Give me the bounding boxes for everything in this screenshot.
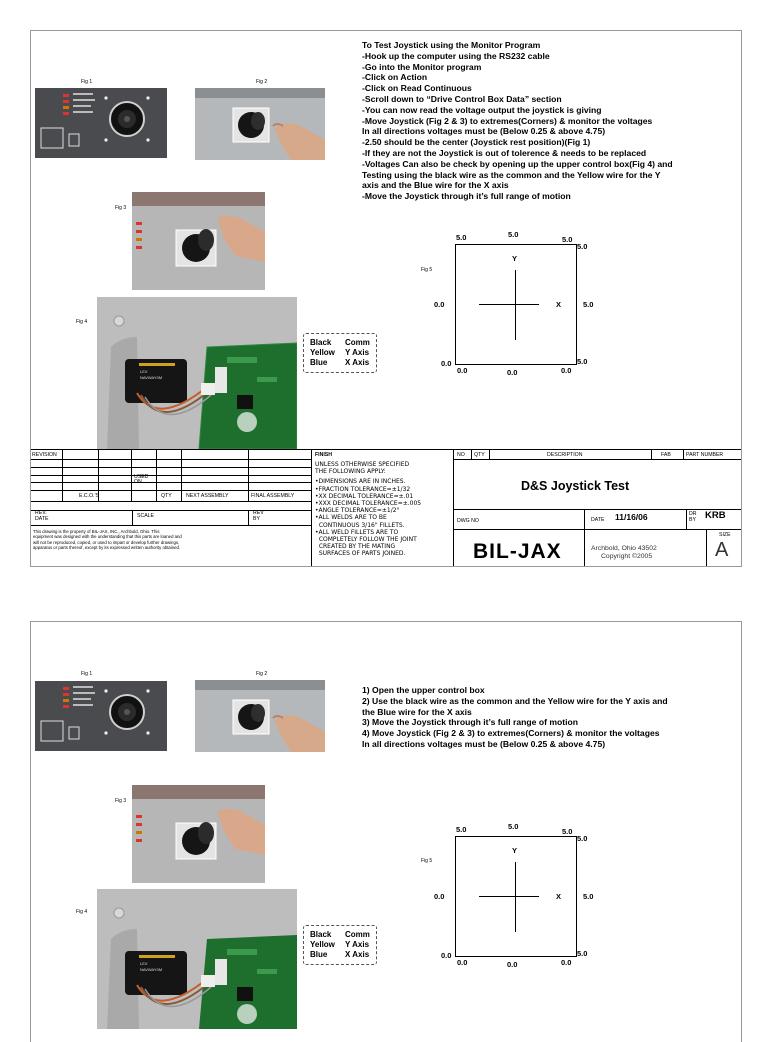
board-label-1: LEX <box>140 961 148 966</box>
sheet-size: A <box>715 539 729 561</box>
joystick-pressed-image <box>195 88 325 160</box>
fig2-caption: Fig 2 <box>256 671 268 677</box>
tolerance-notes <box>315 461 421 558</box>
note-line: CREATED BY THE MATING <box>315 543 396 551</box>
joystick-panel-center-image <box>35 681 167 751</box>
fig1-caption: Fig 1 <box>81 671 93 677</box>
fig4-photo <box>97 889 297 1029</box>
instruction-line: 4) Move Joystick (Fig 2 & 3) to extremes(Corners) & monitor the voltages <box>362 728 660 739</box>
x-axis-line <box>479 896 539 897</box>
label-top-right: 5.0 <box>562 235 573 244</box>
legend-row <box>310 358 370 368</box>
note-line: SURFACES OF PARTS JOINED. <box>315 550 406 558</box>
instruction-line: -Hook up the computer using the RS232 cable <box>362 50 550 61</box>
legend-color: Black <box>310 338 332 347</box>
legend-color: Blue <box>310 950 328 959</box>
instruction-line: -You can now read the voltage output the joystick is giving <box>362 104 602 115</box>
fig4-caption: Fig 4 <box>76 319 88 325</box>
instruction-line: -If they are not the Joystick is out of tolerence & needs to be replaced <box>362 147 647 158</box>
y-axis-label: Y <box>512 254 518 263</box>
wire-color-legend <box>303 333 377 373</box>
legend-row <box>310 940 370 950</box>
y-axis-line <box>515 862 516 932</box>
no-label: NO <box>457 452 465 458</box>
joystick-pressed-image <box>195 680 325 752</box>
instruction-line: 2) Use the black wire as the common and the Yellow wire for the Y axis and <box>362 695 668 706</box>
label-right-middle: 5.0 <box>583 300 594 309</box>
y-axis-label: Y <box>512 846 518 855</box>
legend-signal: Comm <box>345 930 370 939</box>
note-line: •ALL WELDS ARE TO BE <box>315 514 387 522</box>
instruction-line: -Go into the Monitor program <box>362 61 482 72</box>
label-top-left: 5.0 <box>456 825 467 834</box>
note-line: •ALL WELD FILLETS ARE TO <box>315 528 399 536</box>
note-line: COMPLETELY FOLLOW THE JOINT <box>315 536 417 544</box>
note-line: •DIMENSIONS ARE IN INCHES. <box>315 478 406 486</box>
note-line: •XXX DECIMAL TOLERANCE=±.005 <box>315 500 422 508</box>
dr-by-label: DR BY <box>689 511 697 523</box>
x-axis-label: X <box>556 892 562 901</box>
instructions-list <box>362 685 668 750</box>
joystick-pressed-corner-image <box>132 192 265 290</box>
finish-label: FINISH <box>315 452 333 458</box>
instruction-line: -Move the Joystick through it’s full range of motion <box>362 191 571 202</box>
fig1-caption: Fig 1 <box>81 79 93 85</box>
company-address: Archbold, Ohio 43502 <box>591 545 657 552</box>
instruction-line: In all directions voltages must be (Below 0.25 & above 4.75) <box>362 126 606 137</box>
label-right-bottom: 5.0 <box>577 949 588 958</box>
bil-jax-logo: BIL-JAX <box>473 540 562 563</box>
fig3-caption: Fig 3 <box>115 798 127 804</box>
description-label: DESCRIPTION <box>547 452 583 458</box>
note-line: •FRACTION TOLERANCE=±1/32 <box>315 485 411 493</box>
label-bottom-center: 0.0 <box>507 368 518 377</box>
drawing-sheet-2 <box>30 621 742 1042</box>
instruction-line: Testing using the black wire as the common and the Yellow wire for the Y <box>362 169 661 180</box>
note-line: THE FOLLOWING APPLY: <box>315 468 386 476</box>
instruction-line: -2.50 should be the center (Joystick rest position)(Fig 1) <box>362 137 591 148</box>
instruction-line: -Click on Read Continuous <box>362 83 472 94</box>
legend-color: Yellow <box>310 940 335 949</box>
joystick-pressed-corner-image <box>132 785 265 883</box>
x-axis-label: X <box>556 300 562 309</box>
drawn-by: KRB <box>705 510 726 521</box>
legend-color: Black <box>310 930 332 939</box>
label-bottom-center: 0.0 <box>507 960 518 969</box>
legend-signal: Y Axis <box>345 348 370 357</box>
note-line: •ANGLE TOLERANCE=±1/2° <box>315 507 400 515</box>
legend-signal: X Axis <box>345 950 370 959</box>
rev-date-label: REV. DATE <box>35 510 49 522</box>
note-line: •XX DECIMAL TOLERANCE=±.01 <box>315 492 414 500</box>
joystick-panel-center-image <box>35 88 167 158</box>
board-label-2: NAVWAY0M <box>140 375 163 380</box>
drawing-date: 11/16/06 <box>615 512 648 522</box>
label-right-top: 5.0 <box>577 242 588 251</box>
fig5-caption: Fig 5 <box>421 858 433 864</box>
legend-signal: Y Axis <box>345 940 370 949</box>
fig1-photo <box>35 681 167 751</box>
next-assembly-label: NEXT ASSEMBLY <box>186 493 229 499</box>
proprietary-line: This drawing is the property of BIL-JAX, INC., Archbold, Ohio. This <box>33 529 160 534</box>
legend-row <box>310 338 370 348</box>
label-left-middle: 0.0 <box>434 300 445 309</box>
legend-color: Blue <box>310 358 328 367</box>
label-top-center: 5.0 <box>508 230 519 239</box>
instruction-line: To Test Joystick using the Monitor Program <box>362 40 541 50</box>
board-label-2: NAVWAY0M <box>140 967 163 972</box>
rev-by-label: REV BY <box>253 510 264 522</box>
control-box-interior-image <box>97 297 297 449</box>
ecos-label: E.C.O.'S <box>79 493 100 499</box>
title-block <box>31 449 741 567</box>
revision-label: REVISION <box>32 452 57 458</box>
legend-row <box>310 950 370 960</box>
instruction-line: 3) Move the Joystick through it’s full range of motion <box>362 717 578 728</box>
fig3-photo <box>132 785 265 883</box>
fig4-photo <box>97 297 297 449</box>
fig1-photo <box>35 88 167 158</box>
label-right-middle: 5.0 <box>583 892 594 901</box>
label-right-top: 5.0 <box>577 834 588 843</box>
date-label: DATE <box>591 517 605 523</box>
label-bottom-left: 0.0 <box>441 359 452 368</box>
fig4-caption: Fig 4 <box>76 909 88 915</box>
scale-label: SCALE <box>137 513 155 519</box>
board-label-1: LEX <box>140 369 148 374</box>
used-on-label: USED ON <box>134 474 149 485</box>
label-right-bottom: 5.0 <box>577 357 588 366</box>
qty2-label: QTY <box>474 452 485 458</box>
instruction-line: -Voltages Can also be check by opening up the upper control box(Fig 4) and <box>362 158 673 169</box>
fig5-caption: Fig 5 <box>421 267 433 273</box>
legend-signal: X Axis <box>345 358 370 367</box>
instruction-line: the Blue wire for the X axis <box>362 706 472 717</box>
instruction-line: -Scroll down to “Drive Control Box Data” section <box>362 93 562 104</box>
instruction-line: 1) Open the upper control box <box>362 685 485 695</box>
wire-color-legend <box>303 925 377 965</box>
label-bottom-left-inner: 0.0 <box>457 366 468 375</box>
note-line: UNLESS OTHERWISE SPECIFIED <box>315 461 410 468</box>
label-bottom-left: 0.0 <box>441 951 452 960</box>
drawing-sheet-1 <box>30 30 742 567</box>
fab-label: FAB <box>661 452 671 458</box>
label-left-middle: 0.0 <box>434 892 445 901</box>
fig3-photo <box>132 192 265 290</box>
fig2-photo <box>195 88 325 160</box>
dwg-no-label: DWG NO <box>457 518 479 524</box>
instructions-list <box>362 40 673 202</box>
size-label: SIZE <box>719 532 731 538</box>
legend-color: Yellow <box>310 348 335 357</box>
fig3-caption: Fig 3 <box>115 205 127 211</box>
joystick-voltage-diagram <box>411 818 611 978</box>
joystick-voltage-diagram <box>411 226 611 386</box>
final-assembly-label: FINAL ASSEMBLY <box>251 493 295 499</box>
proprietary-line: apparatus or parts thereof, except by its expressed written authority obtained. <box>33 545 181 551</box>
instruction-line: axis and the Blue wire for the X axis <box>362 180 509 191</box>
proprietary-line: will not be reproduced, copied, or used to impart or develop further drawings, <box>33 539 180 545</box>
x-axis-line <box>479 304 539 305</box>
label-bottom-left-inner: 0.0 <box>457 958 468 967</box>
legend-row <box>310 930 370 940</box>
instruction-line: -Move Joystick (Fig 2 & 3) to extremes(Corners) & monitor the voltages <box>362 115 653 126</box>
instruction-line: In all directions voltages must be (Below 0.25 & above 4.75) <box>362 738 606 749</box>
instruction-line: -Click on Action <box>362 72 428 83</box>
label-top-right: 5.0 <box>562 827 573 836</box>
label-bottom-right: 0.0 <box>561 958 572 967</box>
drawing-title: D&S Joystick Test <box>521 479 630 493</box>
label-bottom-right: 0.0 <box>561 366 572 375</box>
control-box-interior-image <box>97 889 297 1029</box>
fig2-photo <box>195 680 325 752</box>
y-axis-line <box>515 270 516 340</box>
copyright: Copyright ©2005 <box>601 553 653 560</box>
legend-row <box>310 348 370 358</box>
proprietary-notice <box>33 529 182 551</box>
qty-label: QTY <box>161 493 172 499</box>
part-number-label: PART NUMBER <box>686 452 724 458</box>
label-top-center: 5.0 <box>508 822 519 831</box>
label-top-left: 5.0 <box>456 233 467 242</box>
proprietary-line: equipment was designed with the understanding that this parts are loaned and <box>33 534 182 540</box>
fig2-caption: Fig 2 <box>256 79 268 85</box>
note-line: CONTINUOUS 3/16" FILLETS. <box>315 521 405 529</box>
legend-signal: Comm <box>345 338 370 347</box>
